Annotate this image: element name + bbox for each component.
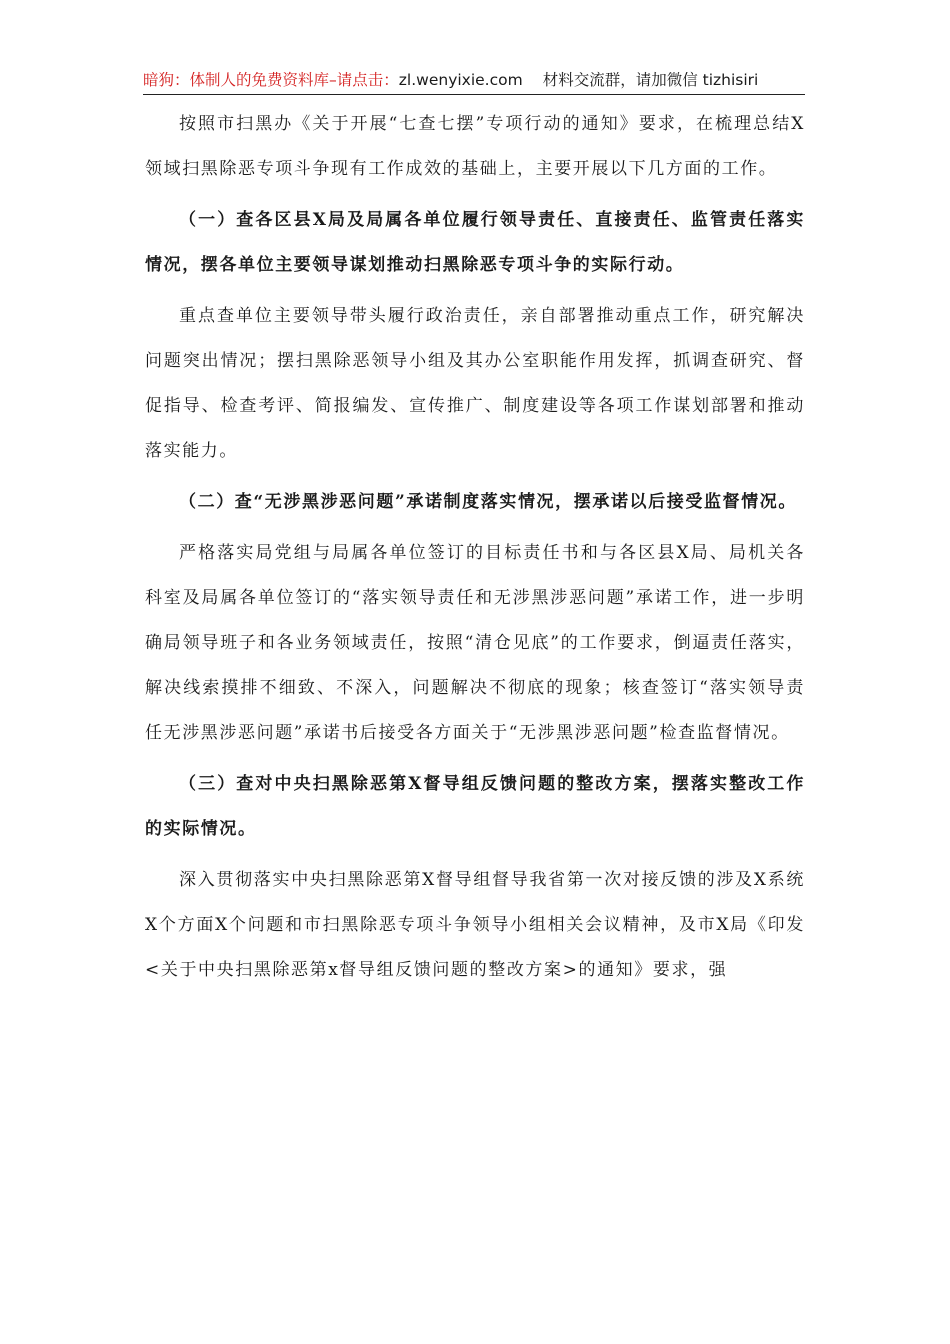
header-group-note: 材料交流群，请加微信 tizhisiri (542, 71, 759, 89)
section-heading-3: （三）查对中央扫黑除恶第X督导组反馈问题的整改方案，摆落实整改工作的实际情况。 (145, 774, 805, 839)
section-body-2: 严格落实局党组与局属各单位签订的目标责任书和与各区县X局、局机关各科室及局属各单位签订的“落实领导责任和无涉黑涉恶问题”承诺工作，进一步明确局领导班子和各业务领域责任，按照“清仓见底”的工作要求，倒逼责任落实，解决线索摸排不细致、不深入，问题解决不彻底的现象；核查签订“落实领导责任无涉黑涉恶问题”承诺书后接受各方面关于“无涉黑涉恶问题”检查监督情况。 (145, 543, 805, 743)
header-click-prompt: –请点击： (329, 71, 399, 89)
header-url-link[interactable]: zl.wenyixie.com (398, 71, 523, 89)
paragraph-intro: 按照市扫黑办《关于开展“七查七摆”专项行动的通知》要求，在梳理总结X领域扫黑除恶专项斗争现有工作成效的基础上，主要开展以下几方面的工作。 (145, 114, 805, 179)
document-body (145, 102, 805, 993)
page-header (143, 66, 805, 95)
section-heading-1: （一）查各区县X局及局属各单位履行领导责任、直接责任、监管责任落实情况，摆各单位主要领导谋划推动扫黑除恶专项斗争的实际行动。 (145, 210, 805, 275)
section-body-1: 重点查单位主要领导带头履行政治责任，亲自部署推动重点工作，研究解决问题突出情况；摆扫黑除恶领导小组及其办公室职能作用发挥，抓调查研究、督促指导、检查考评、简报编发、宣传推广、制度建设等各项工作谋划部署和推动落实能力。 (145, 306, 805, 461)
header-brand: 暗狗：体制人的免费资料库 (143, 71, 330, 89)
section-body-3: 深入贯彻落实中央扫黑除恶第X督导组督导我省第一次对接反馈的涉及X系统X个方面X个问题和市扫黑除恶专项斗争领导小组相关会议精神，及市X局《印发<关于中央扫黑除恶第x督导组反馈问题的整改方案>的通知》要求，强 (145, 870, 805, 980)
section-heading-2: （二）查“无涉黑涉恶问题”承诺制度落实情况，摆承诺以后接受监督情况。 (179, 492, 797, 512)
